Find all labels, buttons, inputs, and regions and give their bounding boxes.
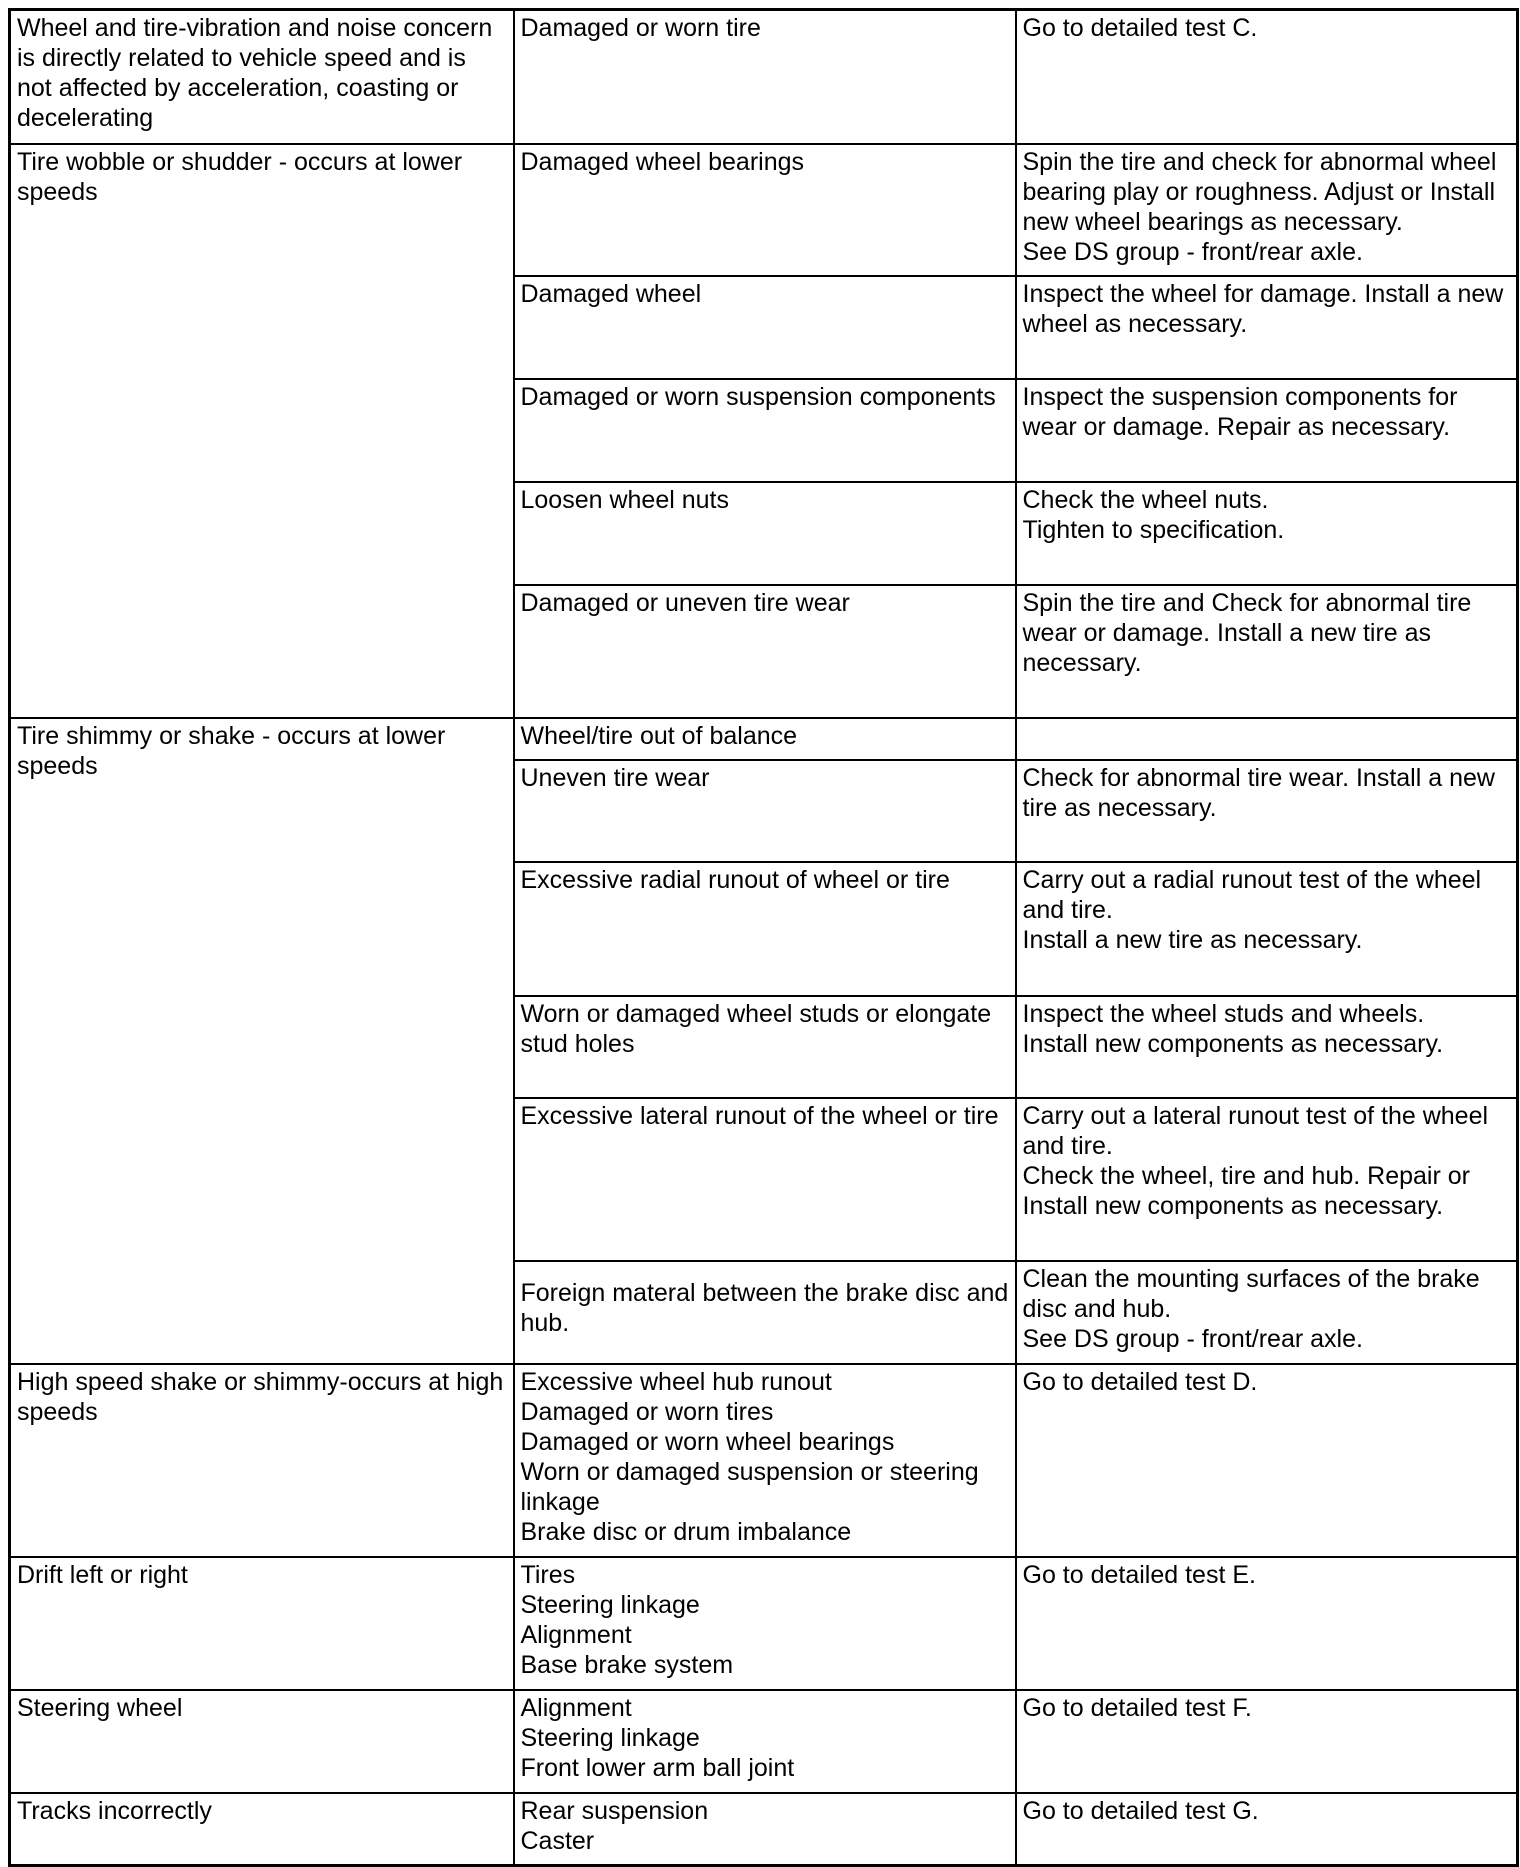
table-row <box>10 1557 1518 1690</box>
action-cell: Spin the tire and check for abnormal wheel bearing play or roughness. Adjust or Install new wheel bearings as necessary. See DS group - front/rear axle. <box>1016 144 1518 276</box>
condition-cell: Steering wheel <box>10 1690 514 1793</box>
table-row <box>10 10 1518 144</box>
action-cell: Inspect the suspension components for wear or damage. Repair as necessary. <box>1016 379 1518 482</box>
table-row <box>10 1690 1518 1793</box>
cause-cell: Damaged wheel bearings <box>514 144 1016 276</box>
action-cell <box>1016 718 1518 760</box>
table-row <box>10 718 1518 760</box>
condition-cell: Drift left or right <box>10 1557 514 1690</box>
action-cell: Check for abnormal tire wear. Install a new tire as necessary. <box>1016 760 1518 862</box>
cause-cell: Alignment Steering linkage Front lower arm ball joint <box>514 1690 1016 1793</box>
diagnosis-table <box>8 8 1519 1867</box>
table-row <box>10 144 1518 276</box>
action-cell: Carry out a radial runout test of the wheel and tire. Install a new tire as necessary. <box>1016 862 1518 996</box>
action-cell: Carry out a lateral runout test of the wheel and tire. Check the wheel, tire and hub. Repair or Install new components as necessary. <box>1016 1098 1518 1261</box>
action-cell: Clean the mounting surfaces of the brake disc and hub. See DS group - front/rear axle. <box>1016 1261 1518 1364</box>
action-cell: Inspect the wheel studs and wheels. Install new components as necessary. <box>1016 996 1518 1098</box>
action-cell: Go to detailed test F. <box>1016 1690 1518 1793</box>
action-cell: Spin the tire and Check for abnormal tire wear or damage. Install a new tire as necessary. <box>1016 585 1518 718</box>
condition-cell: Tire shimmy or shake - occurs at lower speeds <box>10 718 514 1364</box>
condition-cell: Tracks incorrectly <box>10 1793 514 1866</box>
condition-cell: Wheel and tire-vibration and noise concern is directly related to vehicle speed and is not affected by acceleration, coasting or decelerating <box>10 10 514 144</box>
cause-cell: Uneven tire wear <box>514 760 1016 862</box>
cause-cell: Damaged or worn tire <box>514 10 1016 144</box>
cause-cell: Loosen wheel nuts <box>514 482 1016 585</box>
cause-cell: Damaged or uneven tire wear <box>514 585 1016 718</box>
table-row <box>10 1793 1518 1866</box>
condition-cell: Tire wobble or shudder - occurs at lower speeds <box>10 144 514 718</box>
cause-cell: Tires Steering linkage Alignment Base brake system <box>514 1557 1016 1690</box>
table-row <box>10 1364 1518 1557</box>
action-cell: Go to detailed test D. <box>1016 1364 1518 1557</box>
cause-cell: Damaged or worn suspension components <box>514 379 1016 482</box>
action-cell: Go to detailed test C. <box>1016 10 1518 144</box>
action-cell: Check the wheel nuts. Tighten to specification. <box>1016 482 1518 585</box>
cause-cell: Wheel/tire out of balance <box>514 718 1016 760</box>
action-cell: Go to detailed test G. <box>1016 1793 1518 1866</box>
cause-cell: Rear suspension Caster <box>514 1793 1016 1866</box>
cause-cell: Excessive lateral runout of the wheel or tire <box>514 1098 1016 1261</box>
condition-cell: High speed shake or shimmy-occurs at high speeds <box>10 1364 514 1557</box>
cause-cell: Damaged wheel <box>514 276 1016 379</box>
cause-cell: Worn or damaged wheel studs or elongate stud holes <box>514 996 1016 1098</box>
cause-cell: Foreign materal between the brake disc and hub. <box>514 1261 1016 1364</box>
action-cell: Inspect the wheel for damage. Install a new wheel as necessary. <box>1016 276 1518 379</box>
cause-cell: Excessive wheel hub runout Damaged or worn tires Damaged or worn wheel bearings Worn or damaged suspension or steering linkage Brake disc or drum imbalance <box>514 1364 1016 1557</box>
action-cell: Go to detailed test E. <box>1016 1557 1518 1690</box>
cause-cell: Excessive radial runout of wheel or tire <box>514 862 1016 996</box>
